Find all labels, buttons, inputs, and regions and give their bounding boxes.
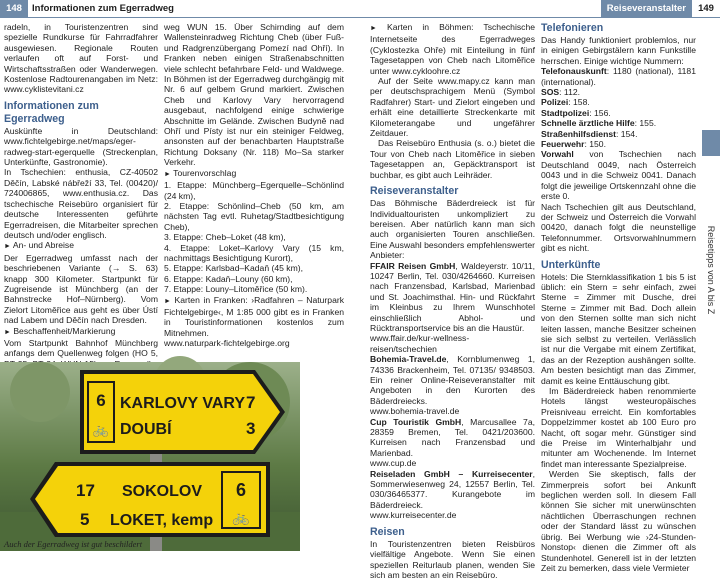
unterkuenfte-paragraph-3: Werden Sie skeptisch, falls der Zimmerpreis sofort bei Ankunft beglichen werden soll. In diesem Fall können Sie sicher mit unerwünschten nächtlichen Überraschungen rechnen oder der Standard lässt zu wünschen übrig. Bei Werbung wie ›24-Stunden-Nonstop‹ dienen die Zimmer oft als Stundenhotel. Generell ist in der letzten Zeit zu bemerken, dass viele Vermieter [541, 469, 696, 573]
operator-bohemia [370, 354, 535, 406]
right-column-1 [370, 22, 536, 580]
sign2-distance-1: 17 [76, 481, 95, 500]
stage-list [164, 180, 344, 294]
photo-caption: Auch der Egerradweg ist gut beschildert [4, 539, 143, 549]
tree-foliage [10, 362, 70, 422]
triangle-bullet-icon: ► [4, 328, 11, 336]
naturpark-link: www.naturpark-fichtelgebirge.org [164, 338, 290, 349]
phone-label: Straßenhilfsdienst [541, 128, 616, 139]
section-heading-unterkuenfte: Unterkünfte [541, 258, 601, 271]
operator-details: , Marcusallee 7a, 28359 Bremen, Tel. 0421/203600. Kurreisen nach Franzensbad und Marienbad. [370, 416, 535, 458]
maps-franconia-paragraph [164, 295, 344, 339]
sign1-route-number: 6 [96, 391, 106, 410]
sign2-destination-2: LOKET, kemp [110, 512, 214, 529]
phone-number-item [541, 66, 696, 87]
stage-item: 2. Etappe: Schönlind–Cheb (50 km, am nächsten Tag evtl. Ruhetag/Stadtbesichtigung Cheb), [164, 200, 344, 232]
operator-reiseladen [370, 469, 535, 511]
operator-name: Bohemia-Travel.de [370, 354, 447, 365]
mapy-paragraph: Auf der Seite www.mapy.cz kann man per deutschsprachigem Menü (Symbol Radfahrer) Start- und Zielort eingeben und erhält eine detaillierte Streckenkarte mit Kilometerangabe und ungefährer Zeitdauer. [370, 76, 535, 139]
phone-value: : 155. [634, 118, 657, 129]
phone-number-item [541, 129, 696, 139]
phone-label: Telefonauskunft [541, 66, 607, 77]
phone-label: SOS [541, 87, 560, 98]
anreise-paragraph [4, 240, 158, 252]
operator-ffair [370, 261, 535, 334]
vorwahl-paragraph [541, 149, 696, 201]
sign2-route-number: 6 [235, 480, 247, 500]
anreise-title: An- und Abreise [12, 240, 75, 251]
anreise-text: Der Egerradweg umfasst nach der beschriebenen Variante (→ S. 63) knapp 300 Kilometer. Startpunkt für Zugreisende ist Münchberg (an der Bahnstrecke Hof–Nürnberg). Vom Zielort Litoměřice aus geht es über Ústí nad Labem und Děčín nach Dresden. [4, 252, 158, 326]
telefonieren-intro: Das Handy funktioniert problemlos, nur in einigen Gebirgstälern kann Funkstille herrschen. Einige wichtige Nummern: [541, 35, 696, 66]
phone-number-item [541, 108, 696, 118]
maps-bohemia-text: Karten in Böhmen: Tschechische Internetseite des Egerradweges (Cyklostezka Ohře) mit Einteilung in fünf Tagesetappen von Cheb nach Litoměřice unter www.cykloohre.cz [370, 22, 536, 76]
section-heading-reisen: Reisen [370, 525, 405, 538]
triangle-bullet-icon: ► [164, 170, 171, 178]
photo-signposts [0, 362, 300, 551]
section-heading-egerradweg: Informationen zum Egerradweg [4, 99, 99, 125]
tour-proposal-title-line [164, 168, 344, 180]
tour-proposal-title: Tourenvorschlag [173, 167, 237, 178]
bicycle-icon: 🚲 [92, 422, 110, 437]
left-page-number: 148 [0, 0, 28, 18]
operator-url: www.ffair.de/kur-wellness-reisen/tschechien [370, 333, 470, 354]
section-heading-telefonieren: Telefonieren [541, 22, 604, 34]
stage-item: 1. Etappe: Münchberg–Egerquelle–Schönlind (24 km), [164, 180, 344, 201]
bicycle-icon: 🚲 [232, 509, 250, 525]
markierung-title: Beschaffenheit/Markierung [13, 325, 116, 336]
operator-url: www.cup.de [370, 458, 417, 469]
stage-item: 5. Etappe: Karlsbad–Kadaň (45 km), [164, 263, 304, 274]
phone-label: Feuerwehr [541, 139, 585, 150]
stage-item: 6. Etappe: Kadaň–Louny (60 km), [164, 273, 293, 284]
right-column-2 [541, 22, 696, 573]
section-heading-reiseveranstalter: Reiseveranstalter [370, 185, 459, 198]
signpost-photo-illustration [0, 362, 300, 551]
reisen-paragraph: In Touristenzentren bieten Reisbüros vielfältige Angebote. Wenn Sie einen speziellen Reiturlaub planen, wenden Sie sich am besten an ein Reisebüro. [370, 538, 535, 580]
left-page [0, 0, 360, 551]
triangle-bullet-icon: ► [370, 25, 377, 32]
maps-franconia-text: ›Radfahren – Naturpark Fichtelgebirge‹, M 1:85 000 gibt es in Franken in Touristinformationen kostenlos zum Mitnehmen. [164, 294, 345, 338]
operator-url: www.kurreisecenter.de [370, 510, 457, 521]
right-header-title: Reiseveranstalter [601, 0, 692, 18]
triangle-bullet-icon: ► [164, 297, 171, 305]
markierung-text: Vom Startpunkt Bahnhof Münchberg anfangs dem Quellenweg folgen (HO 5, [4, 337, 158, 359]
left-header-title: Informationen zum Egerradweg [32, 3, 174, 14]
phone-number-item [541, 139, 696, 149]
chapter-tab-marker [702, 130, 720, 156]
info-czech-paragraph: In Tschechien: enthusia, CZ-40502 Děčín, Labské nábřeží 33, Tel. (00420)/ 724006865, www.enthusia.cz. Das tschechische Reisebüro organisiert für deutsche Interessenten geführte Egerradreisen, die Mitarbeiter sprechen deutsch und/oder englisch. [4, 167, 158, 240]
unterkuenfte-paragraph-1: Hotels: Die Sternklassifikation 1 bis 5 ist üblich: ein Stern = sehr einfach, zwei Sterne = Zimmer mit Dusche, drei Sterne = Zimmer mit Bad. Doch allein von den Sternen sollte man sich nicht leiten lassen, manche Besitzer scheinen sie sich selbst zu verteilen. Verlässlich ist nur die Vergabe mit einem Zertifikat, das an der Rezeption aushängen sollte. Am besten besichtigt man das Zimmer, damit es keine Enttäuschung gibt. [541, 271, 696, 386]
sign1-destination-2: DOUBÍ [120, 421, 172, 438]
route-description: weg WUN 15. Über Schirnding auf dem Wallensteinradweg Richtung Cheb (über Fuß- und Radgrenzübergang Pomezí nad Ohří). In Franken neben einigen Straßenabschnitten viele schlecht befahrbare Feld- und Waldwege. In Böhmen ist der Egerradweg durchgängig mit Nr. 6 auf gelbem Grund markiert. Zwischen Cheb und Karlovy Vary hervorragend ausgebaut, nachfolgend einige schwierige Abschnitte im Gelände. Zwischen Budyně nad Ohří und Písty ist nur ein steiniger Feldweg, ansonsten auf der benachbarten Hauptstraße Richtung Doksany (Nr. 118) Mo–Sa starker Verkehr. [164, 22, 344, 168]
phone-value: : 156. [589, 107, 611, 118]
unterkuenfte-paragraph-2: Im Bäderdreieck haben renommierte Hotels längst westeuropäisches Preisniveau erreicht. Ein komfortables Doppelzimmer kostet ab 100 Euro pro Nacht, oft sogar mehr. Günstiger sind die Preise im Winterhalbjahr und mitunter am Wochenende. Im Internet findet man interessante Spezialpreise. [541, 386, 696, 469]
stage-item: 4. Etappe: Loket–Karlovy Vary (15 km, nachmittags Besichtigung Kurort), [164, 242, 344, 263]
phone-value: : 112. [559, 87, 581, 98]
phone-value: : 1180 (national), 1181 (international). [541, 66, 696, 87]
chapter-side-label [703, 200, 719, 340]
operator-details: , Kornblumenweg 1, 74336 Brackenheim, Tel. 07135/ 9348503. Ein reiner Online-Reiseveranstalter mit Angeboten in den Kurorten des Bäderdreiecks. [370, 354, 535, 406]
operator-name: FFAIR Reisen GmbH [370, 260, 456, 271]
phone-number-item [541, 97, 696, 107]
reiseveranstalter-intro: Das Böhmische Bäderdreieck ist für Individualtouristen unkompliziert zu bereisen. Aber natürlich kann man sich auch organisierten Touren anschließen. Eine Auswahl besonders empfehlenswerter Anbieter: [370, 198, 535, 261]
intro-paragraph: radeln, in Touristenzentren sind spezielle Rundkurse für Fahrradfahrer ausgewiesen. Regionale Routen verlaufen oft auf Forst- und Wirtschaftsstraßen oder Wanderwegen. Kostenlose Radtourenangaben im Netz: www.cyklistevitani.cz [4, 22, 158, 95]
stage-item: 3. Etappe: Cheb–Loket (48 km), [164, 232, 286, 243]
right-page [360, 0, 720, 580]
sign1-destination-1: KARLOVY VARY [120, 395, 246, 412]
right-page-header [360, 0, 720, 18]
markierung-paragraph [4, 326, 158, 338]
sign2-distance-2: 5 [80, 510, 90, 529]
stage-item: 7. Etappe: Louny–Litoměřice (50 km). [164, 284, 308, 295]
phone-value: : 154. [615, 128, 638, 139]
chapter-side-label-text: Reisetipps von A bis Z [706, 225, 716, 315]
info-germany-paragraph: Auskünfte in Deutschland: www.fichtelgebirge.net/maps/eger-radweg-start-egerquelle (Streckenplan, Unterkünfte, Gastronomie). [4, 125, 158, 168]
sign1-distance-1: 7 [246, 393, 256, 412]
operator-name: Reiseladen GmbH – Kurreisecenter [370, 468, 533, 479]
right-page-number: 149 [698, 3, 714, 14]
sign1-distance-2: 3 [246, 419, 256, 438]
operator-details: , Waldeyerstr. 10/11, 10247 Berlin, Tel. 030/4264660. Kurreisen nach Franzensbad, Karlsbad, Marienbad und St. Joachimsthal. Hin- und Rückfahrt im Kleinbus zu Ihrem Wunschhotel einschließlich Abhol- und Rücktransportservice bis an die Haustür. [370, 260, 536, 333]
maps-franconia-title: Karten in Franken: [174, 294, 248, 305]
phone-label: Stadtpolizei [541, 107, 590, 118]
vorwahl-text: von Tschechien nach Deutschland 0049, nach Österreich 0043 und in die Schweiz 0041. Danach folgt die jeweilige Ortskennzahl ohne die erste 0. [541, 149, 696, 202]
left-page-header [0, 0, 360, 18]
enthusia-tour-paragraph: Das Reisebüro Enthusia (s. o.) bietet die Tour von Cheb nach Litoměřice in sieben Tagesetappen an, Gepäcktransport ist buchbar, es gibt auch Leihräder. [370, 138, 535, 180]
phone-value: : 150. [584, 139, 606, 150]
phone-value: : 158. [568, 97, 590, 108]
operator-name: Cup Touristik GmbH [370, 416, 462, 427]
operator-details: , Sommerwiesenweg 24, 12557 Berlin, Tel. 030/36465377. Kurangebote im Bäderdreieck. [370, 468, 535, 510]
operator-cup [370, 417, 535, 459]
triangle-bullet-icon: ► [4, 243, 11, 251]
operator-url: www.bohemia-travel.de [370, 406, 460, 417]
vorwahl-paragraph-2: Nach Tschechien gilt aus Deutschland, der Schweiz und Österreich die Vorwahl 00420, danach folgt die neunstellige Telefonnummer. Ortsvorwahlnummern gibt es nicht. [541, 201, 696, 254]
phone-number-item [541, 118, 696, 128]
phone-number-item [541, 87, 696, 97]
vorwahl-label: Vorwahl [541, 149, 574, 160]
phone-label: Polizei [541, 97, 569, 108]
maps-bohemia-paragraph [370, 22, 535, 76]
phone-label: Schnelle ärztliche Hilfe [541, 118, 635, 129]
sign2-destination-1: SOKOLOV [122, 483, 203, 500]
